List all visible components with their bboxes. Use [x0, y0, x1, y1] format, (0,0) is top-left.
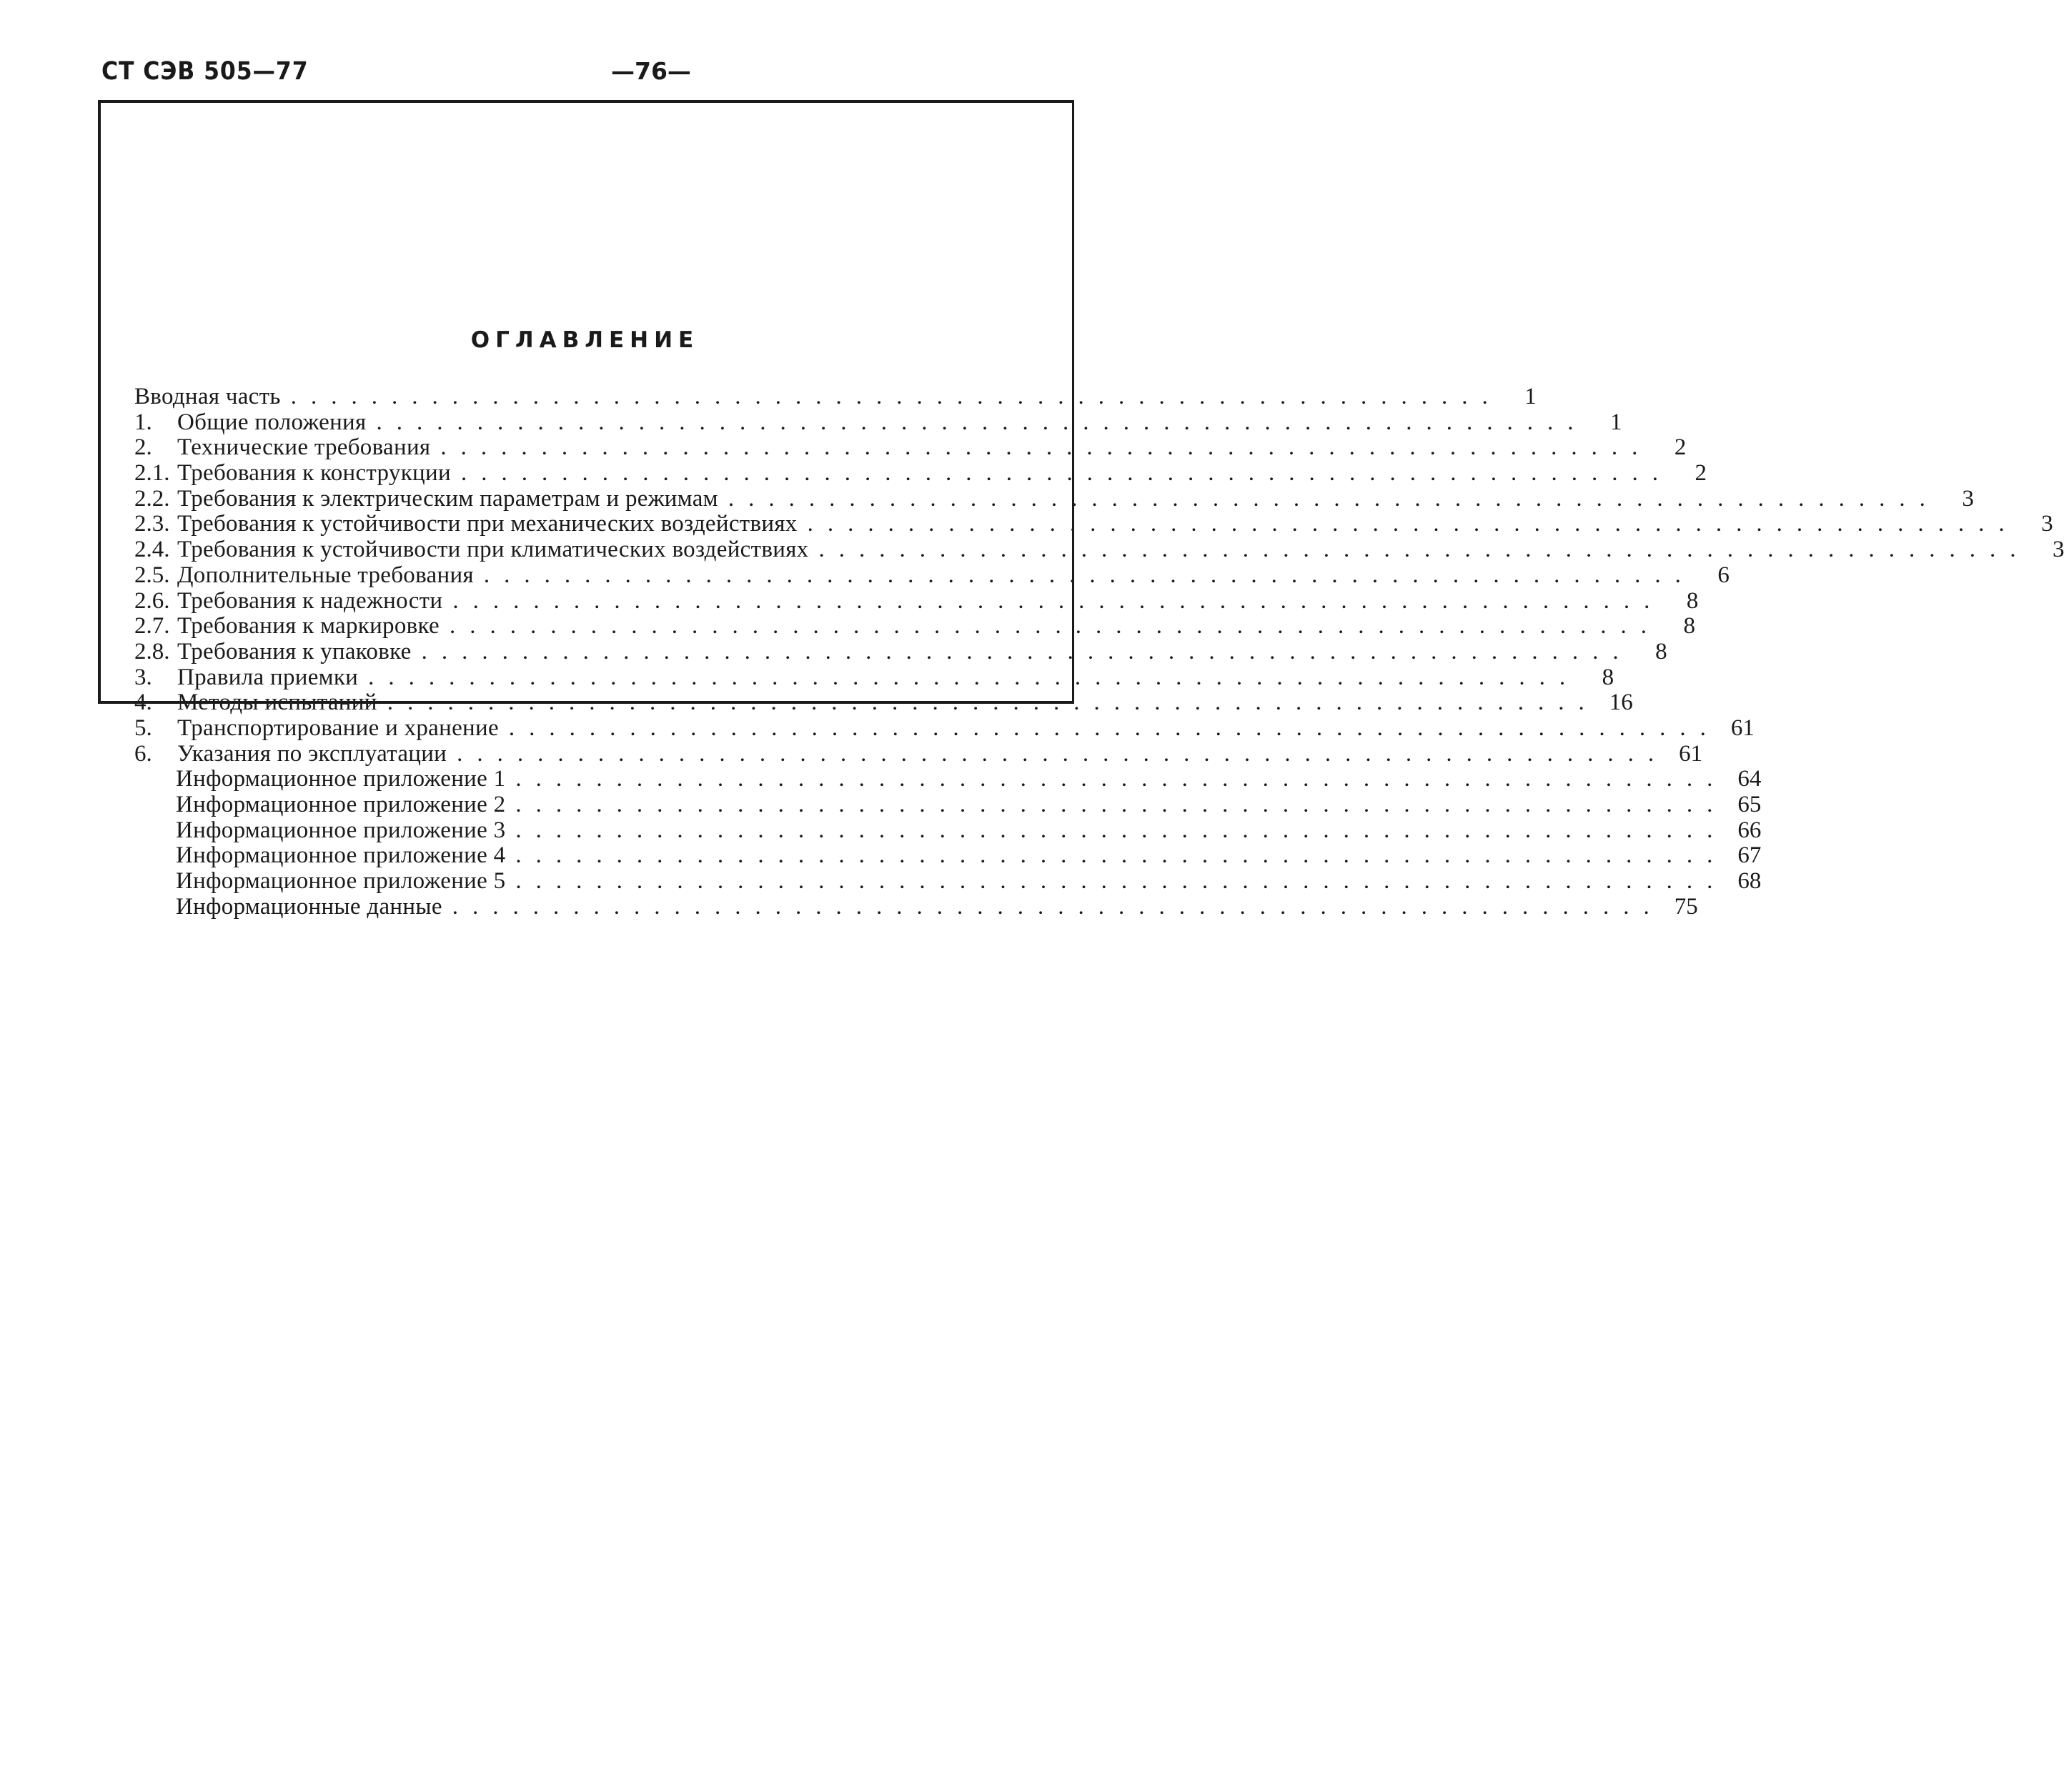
toc-entry-label: Правила приемки: [177, 664, 359, 690]
dot-leader: ............................................................: [515, 792, 1727, 817]
dot-leader: ............................................................: [450, 613, 1661, 639]
dot-leader: ............................................................: [728, 485, 1940, 512]
toc-entry-number: 2.8.: [134, 638, 170, 664]
toc-entry-2-6[interactable]: [134, 587, 1699, 614]
toc-entry-page: 65: [1737, 792, 1762, 817]
toc-entry-number: 2.2.: [134, 485, 170, 512]
dot-leader: ............................................................: [452, 587, 1664, 614]
toc-entry-page: 1: [1524, 384, 1537, 409]
toc-entry-label: Информационное приложение 4: [176, 842, 506, 869]
toc-entry-appendix-3[interactable]: [134, 817, 1762, 844]
toc-entry-number: 5.: [134, 715, 152, 741]
toc-entry-page: 2: [1674, 434, 1687, 461]
toc-entry-2[interactable]: [134, 434, 1687, 461]
toc-entry-info-data[interactable]: [134, 893, 1698, 920]
dot-leader: ............................................................: [452, 893, 1664, 920]
dot-leader: ............................................................: [818, 537, 2030, 563]
toc-entry-2-8[interactable]: [134, 638, 1667, 665]
dot-leader: ............................................................: [290, 384, 1502, 409]
toc-entry-label: Информационное приложение 1: [176, 766, 506, 792]
toc-entry-number: 2.: [134, 434, 152, 461]
toc-entry-label: Требования к электрическим параметрам и режимам: [177, 485, 718, 512]
toc-entry-appendix-2[interactable]: [134, 792, 1762, 818]
toc-entry-appendix-5[interactable]: [134, 868, 1762, 895]
toc-entry-2-7[interactable]: [134, 613, 1695, 639]
dot-leader: ............................................................: [457, 740, 1669, 767]
toc-entry-number: 2.6.: [134, 587, 170, 614]
toc-entry-number: 6.: [134, 740, 152, 767]
toc-entry-page: 64: [1737, 766, 1762, 792]
dot-leader: ............................................................: [515, 868, 1727, 895]
toc-entry-page: 8: [1655, 638, 1667, 664]
toc-entry-label: Требования к устойчивости при климатических воздействиях: [177, 537, 809, 563]
toc-entry-number: 2.7.: [134, 613, 170, 639]
toc-entry-3[interactable]: [134, 664, 1614, 691]
dot-leader: ............................................................: [421, 638, 1633, 664]
dot-leader: ............................................................: [387, 690, 1599, 716]
toc-entry-5[interactable]: [134, 715, 1755, 742]
toc-entry-page: 6: [1717, 562, 1730, 588]
toc-entry-label: Указания по эксплуатации: [177, 740, 447, 767]
toc-entry-appendix-1[interactable]: [134, 766, 1762, 792]
dot-leader: ............................................................: [515, 817, 1727, 843]
toc-entry-page: 61: [1679, 740, 1703, 767]
page-number: —76—: [611, 57, 691, 85]
toc-entry-page: 3: [2041, 511, 2053, 537]
dot-leader: ............................................................: [483, 562, 1695, 588]
toc-entry-number: 2.4.: [134, 537, 170, 563]
toc-entry-page: 3: [2052, 537, 2064, 563]
toc-entry-number: 3.: [134, 664, 152, 690]
toc-entry-4[interactable]: [134, 690, 1633, 716]
toc-entry-page: 68: [1737, 868, 1762, 895]
toc-entry-page: 67: [1737, 842, 1762, 869]
toc-entry-2-1[interactable]: [134, 460, 1707, 487]
toc-entry-6[interactable]: [134, 740, 1703, 767]
toc-entry-appendix-4[interactable]: [134, 842, 1762, 869]
standard-code: СТ СЭВ 505—77: [101, 57, 309, 86]
toc-entry-label: Информационное приложение 2: [176, 792, 506, 817]
toc-entry-page: 3: [1962, 485, 1974, 512]
toc-entry-label: Информационное приложение 3: [176, 817, 506, 843]
toc-entry-label: Технические требования: [177, 434, 431, 461]
toc-entry-label: Транспортирование и хранение: [177, 715, 499, 741]
toc-entry-page: 8: [1683, 613, 1695, 639]
toc-entry-page: 66: [1737, 817, 1762, 843]
dot-leader: ............................................................: [515, 766, 1727, 792]
toc-entry-label: Требования к надежности: [177, 587, 443, 614]
toc-entry-label: Вводная часть: [134, 384, 281, 409]
dot-leader: ............................................................: [508, 715, 1720, 741]
toc-entry-2-2[interactable]: [134, 485, 1974, 512]
toc-entry-2-5[interactable]: [134, 562, 1730, 589]
toc-entry-number: 4.: [134, 690, 152, 716]
toc-entry-intro[interactable]: [134, 384, 1537, 410]
toc-entry-number: 1.: [134, 409, 152, 435]
toc-entry-1[interactable]: [134, 409, 1622, 436]
toc-entry-label: Информационное приложение 5: [176, 868, 506, 895]
toc-entry-page: 16: [1609, 690, 1633, 716]
toc-entry-label: Требования к маркировке: [177, 613, 440, 639]
toc-list: [134, 384, 2064, 920]
dot-leader: ............................................................: [368, 664, 1580, 690]
toc-entry-page: 61: [1730, 715, 1755, 741]
toc-entry-page: 1: [1609, 409, 1622, 435]
toc-entry-label: Дополнительные требования: [177, 562, 474, 588]
toc-entry-number: 2.3.: [134, 511, 170, 537]
toc-entry-page: 8: [1686, 587, 1699, 614]
dot-leader: ............................................................: [515, 842, 1727, 869]
toc-entry-2-4[interactable]: [134, 537, 2064, 563]
toc-title: ОГЛАВЛЕНИЕ: [470, 327, 700, 353]
toc-entry-page: 2: [1695, 460, 1707, 487]
toc-entry-label: Методы испытаний: [177, 690, 377, 716]
toc-entry-page: 75: [1674, 893, 1698, 920]
toc-entry-number: 2.5.: [134, 562, 170, 588]
dot-leader: ............................................................: [807, 511, 2019, 537]
dot-leader: ............................................................: [460, 460, 1672, 487]
toc-entry-number: 2.1.: [134, 460, 170, 487]
toc-entry-label: Требования к устойчивости при механических воздействиях: [177, 511, 798, 537]
toc-entry-label: Требования к упаковке: [177, 638, 412, 664]
toc-entry-label: Общие положения: [177, 409, 367, 435]
toc-entry-label: Требования к конструкции: [177, 460, 451, 487]
dot-leader: ............................................................: [376, 409, 1588, 435]
toc-entry-label: Информационные данные: [176, 893, 442, 920]
dot-leader: ............................................................: [440, 434, 1652, 461]
toc-entry-page: 8: [1602, 664, 1614, 690]
toc-entry-2-3[interactable]: [134, 511, 2053, 537]
